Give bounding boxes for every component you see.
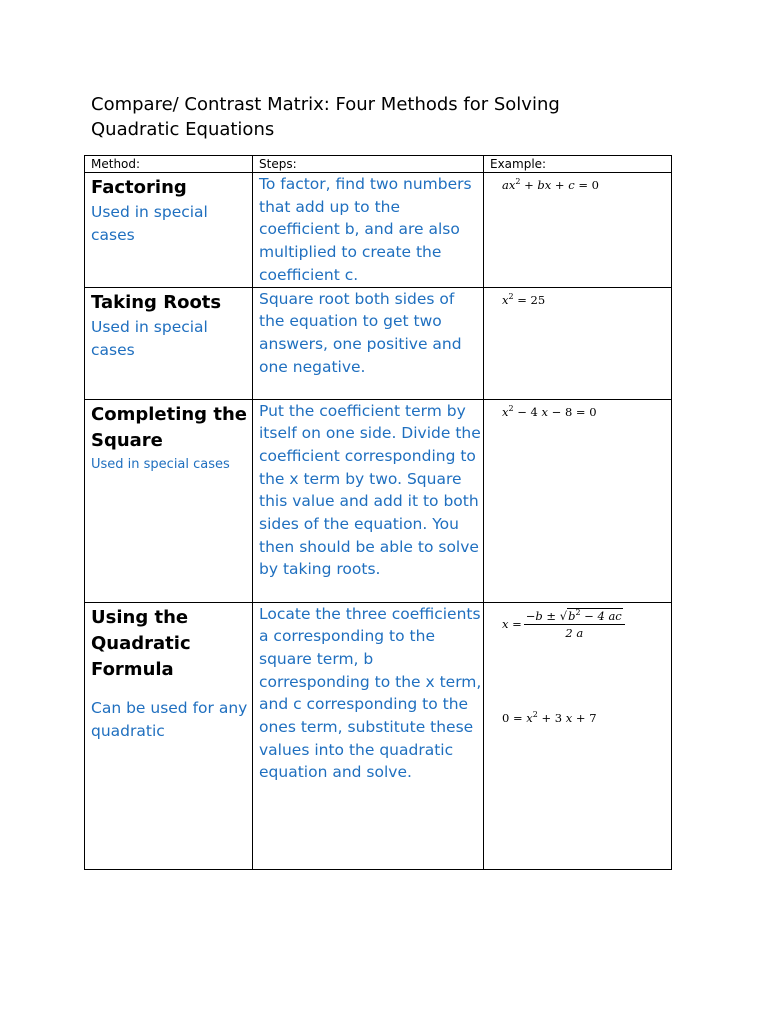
title-line-2: Quadratic Equations [91, 119, 275, 140]
example-cell [484, 287, 672, 399]
example-equation: $x^2 = 25$ [502, 291, 546, 307]
method-cell [85, 602, 253, 869]
header-example: Example: [484, 156, 672, 173]
example-equation: $ax^2$ + bx + c = 0 [502, 177, 599, 192]
title-line-1: Compare/ Contrast Matrix: Four Methods for Solving [91, 94, 560, 115]
compare-contrast-table [84, 155, 672, 870]
method-name: Taking Roots [91, 291, 222, 313]
formula-fraction: $\frac{-b \pm √b^2 - 4 ac}{2 a}$ [524, 609, 625, 640]
method-subtitle: Used in special cases [91, 456, 230, 472]
method-name: Completing the Square [91, 403, 247, 451]
header-row [85, 156, 672, 173]
header-method: Method: [85, 156, 253, 173]
method-subtitle: Used in special cases [91, 203, 208, 244]
method-cell [85, 173, 253, 288]
page-title [91, 92, 711, 142]
table-row-quadratic-formula [85, 602, 672, 869]
steps-cell: Square root both sides of the equation to get two answers, one positive and one negative. [253, 287, 484, 399]
header-steps: Steps: [253, 156, 484, 173]
steps-cell: Put the coefficient term by itself on one side. Divide the coefficient corresponding to the x term by two. Square this value and add it to both sides of the equation. You then should be able to solve by taking roots. [253, 399, 484, 602]
example-cell [484, 173, 672, 288]
example-cell [484, 602, 672, 869]
method-name: Factoring [91, 177, 187, 198]
table-row-completing-square [85, 399, 672, 602]
steps-cell: Locate the three coefficients a corresponding to the square term, b corresponding to the x term, and c corresponding to the ones term, substitute these values into the quadratic equation and solve. [253, 602, 484, 869]
example-cell [484, 399, 672, 602]
table-row-factoring [85, 173, 672, 288]
quadratic-formula-equation: x = $\frac{-b \pm √b^2 - 4 ac}{2 a}$ [502, 609, 671, 640]
steps-cell: To factor, find two numbers that add up to the coefficient b, and are also multiplied to create the coefficient c. [253, 173, 484, 288]
example-equation: $x^2 - 4$ x − 8 = 0 [502, 403, 597, 419]
table-row-taking-roots [85, 287, 672, 399]
method-subtitle: Can be used for any quadratic [91, 698, 248, 740]
method-name: Using the Quadratic Formula [91, 606, 191, 680]
example-equation-2: $0 = x^2 + 3$ x + 7 [502, 709, 597, 725]
method-subtitle: Used in special cases [91, 317, 208, 359]
method-cell [85, 287, 253, 399]
method-cell [85, 399, 253, 602]
